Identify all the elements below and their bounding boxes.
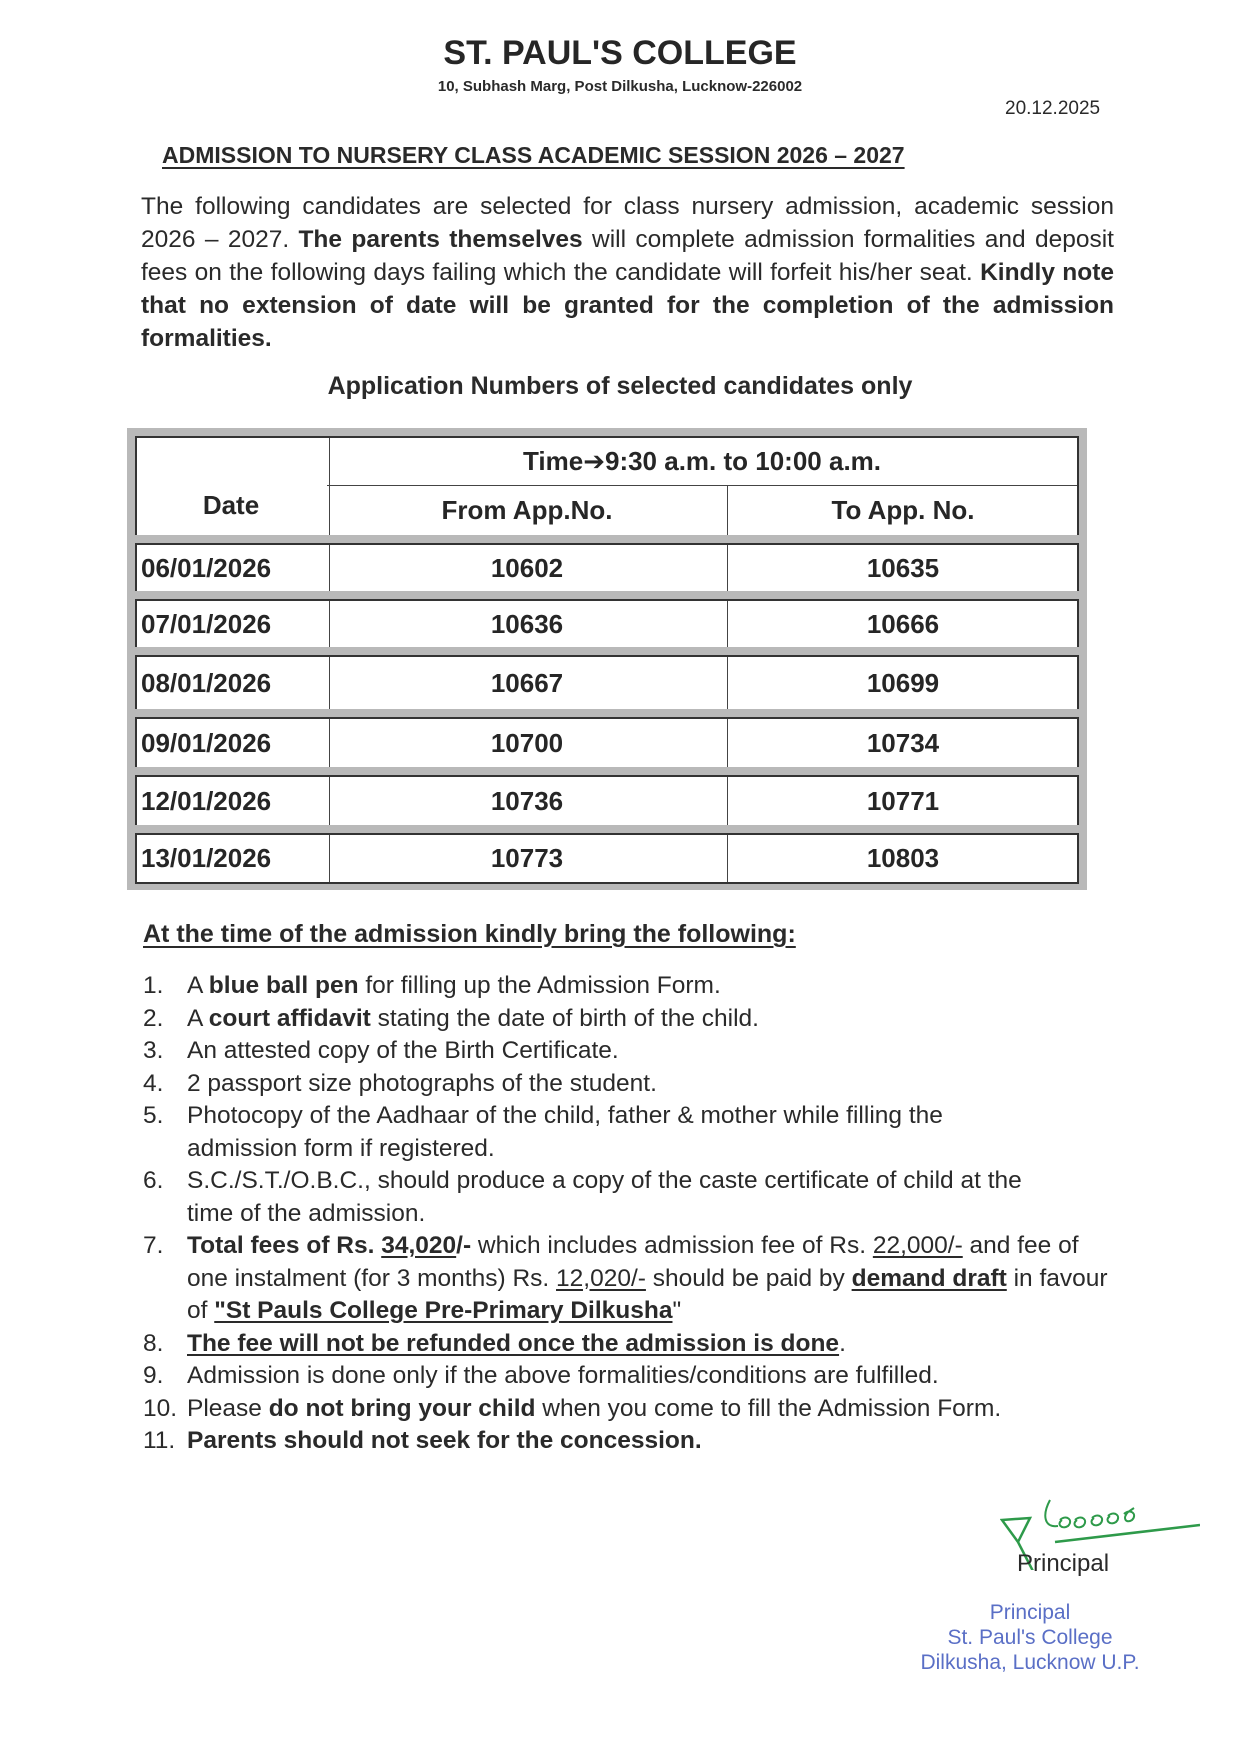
intro-bold-1: The parents themselves (298, 226, 583, 253)
table-row (127, 591, 1087, 647)
list-item: 1. A blue ball pen for filling up the Admission Form. (143, 972, 721, 999)
row-date: 12/01/2026 (137, 777, 330, 825)
row-from: 10736 (327, 777, 728, 825)
row-to: 10635 (866, 552, 940, 583)
table-row (127, 825, 1087, 890)
notice-heading: ADMISSION TO NURSERY CLASS ACADEMIC SESSION 2026 – 2027 (162, 142, 905, 168)
row-date: 08/01/2026 (137, 657, 330, 709)
row-to: 10699 (866, 667, 940, 698)
list-item: 9. Admission is done only if the above formalities/conditions are fulfilled. (143, 1362, 939, 1389)
row-date: 13/01/2026 (137, 835, 330, 882)
row-from: 10773 (327, 835, 728, 882)
stamp-line: St. Paul's College (947, 1626, 1113, 1649)
list-item: 8. The fee will not be refunded once the admission is done. (143, 1329, 846, 1357)
header-date-cell (137, 438, 330, 535)
intro-bold-2: Kindly note that no extension of date will be granted for the completion of the admission formalities. (141, 259, 1115, 352)
row-date: 09/01/2026 (137, 719, 330, 767)
stamp-line: Dilkusha, Lucknow U.P. (920, 1651, 1140, 1674)
row-to: 10771 (866, 785, 940, 816)
list-item: 3. An attested copy of the Birth Certificate. (143, 1037, 619, 1064)
row-to: 10666 (866, 608, 940, 639)
row-from: 10636 (327, 601, 728, 647)
intro-paragraph (141, 190, 1114, 355)
row-date: 07/01/2026 (137, 601, 330, 647)
row-date: 06/01/2026 (137, 545, 330, 591)
college-address: 10, Subhash Marg, Post Dilkusha, Lucknow-226002 (437, 78, 803, 95)
col-date: Date (202, 490, 260, 520)
requirements-list (143, 970, 1123, 1458)
table-row (127, 535, 1087, 591)
intro-text-1: The following candidates are selected for class nursery admission, academic session 2026 – 2027. (141, 193, 1114, 253)
table-caption: Application Numbers of selected candidates only (327, 372, 913, 400)
table-row (127, 767, 1087, 825)
principal-stamp (880, 1600, 1180, 1675)
col-from: From App.No. (327, 486, 728, 535)
row-from: 10602 (327, 545, 728, 591)
row-from: 10667 (327, 657, 728, 709)
row-to: 10734 (866, 727, 940, 758)
list-item: 4. 2 passport size photographs of the student. (143, 1069, 657, 1097)
table-header (127, 428, 1087, 535)
intro-text-2: will complete admission formalities and deposit fees on the following days failing which the candidate will forfeit his/her seat. (141, 226, 1114, 286)
row-from: 10700 (327, 719, 728, 767)
table-row (127, 709, 1087, 767)
list-item: 6. S.C./S.T./O.B.C., should produce a copy of the caste certificate of child at the time of the admission. (143, 1167, 1022, 1227)
time-header: Time➔9:30 a.m. to 10:00 a.m. (327, 438, 1077, 486)
list-item: 10. Please do not bring your child when you come to fill the Admission Form. (143, 1394, 1002, 1422)
list-item: 11. Parents should not seek for the concession. (143, 1427, 702, 1454)
list-item: 2. A court affidavit stating the date of birth of the child. (143, 1004, 759, 1032)
col-to: To App. No. (831, 495, 975, 525)
notice-date: 20.12.2025 (1005, 98, 1101, 119)
table-row (127, 647, 1087, 709)
list-item: 5. Photocopy of the Aadhaar of the child, father & mother while filling the admission form if registered. (143, 1102, 943, 1162)
stamp-line: Principal (989, 1601, 1071, 1624)
requirements-heading: At the time of the admission kindly bring the following: (143, 920, 796, 948)
college-name: ST. PAUL'S COLLEGE (443, 34, 797, 72)
row-to: 10803 (866, 843, 940, 873)
list-item: 7. Total fees of Rs. 34,020/- which includes admission fee of Rs. 22,000/- and fee of one instalment (for 3 months) Rs. 12,020/- should be paid by demand draft in favour of "St Pauls College Pre-Primary Dilkusha" (143, 1232, 1108, 1324)
signatory-title: Principal (1017, 1550, 1110, 1577)
